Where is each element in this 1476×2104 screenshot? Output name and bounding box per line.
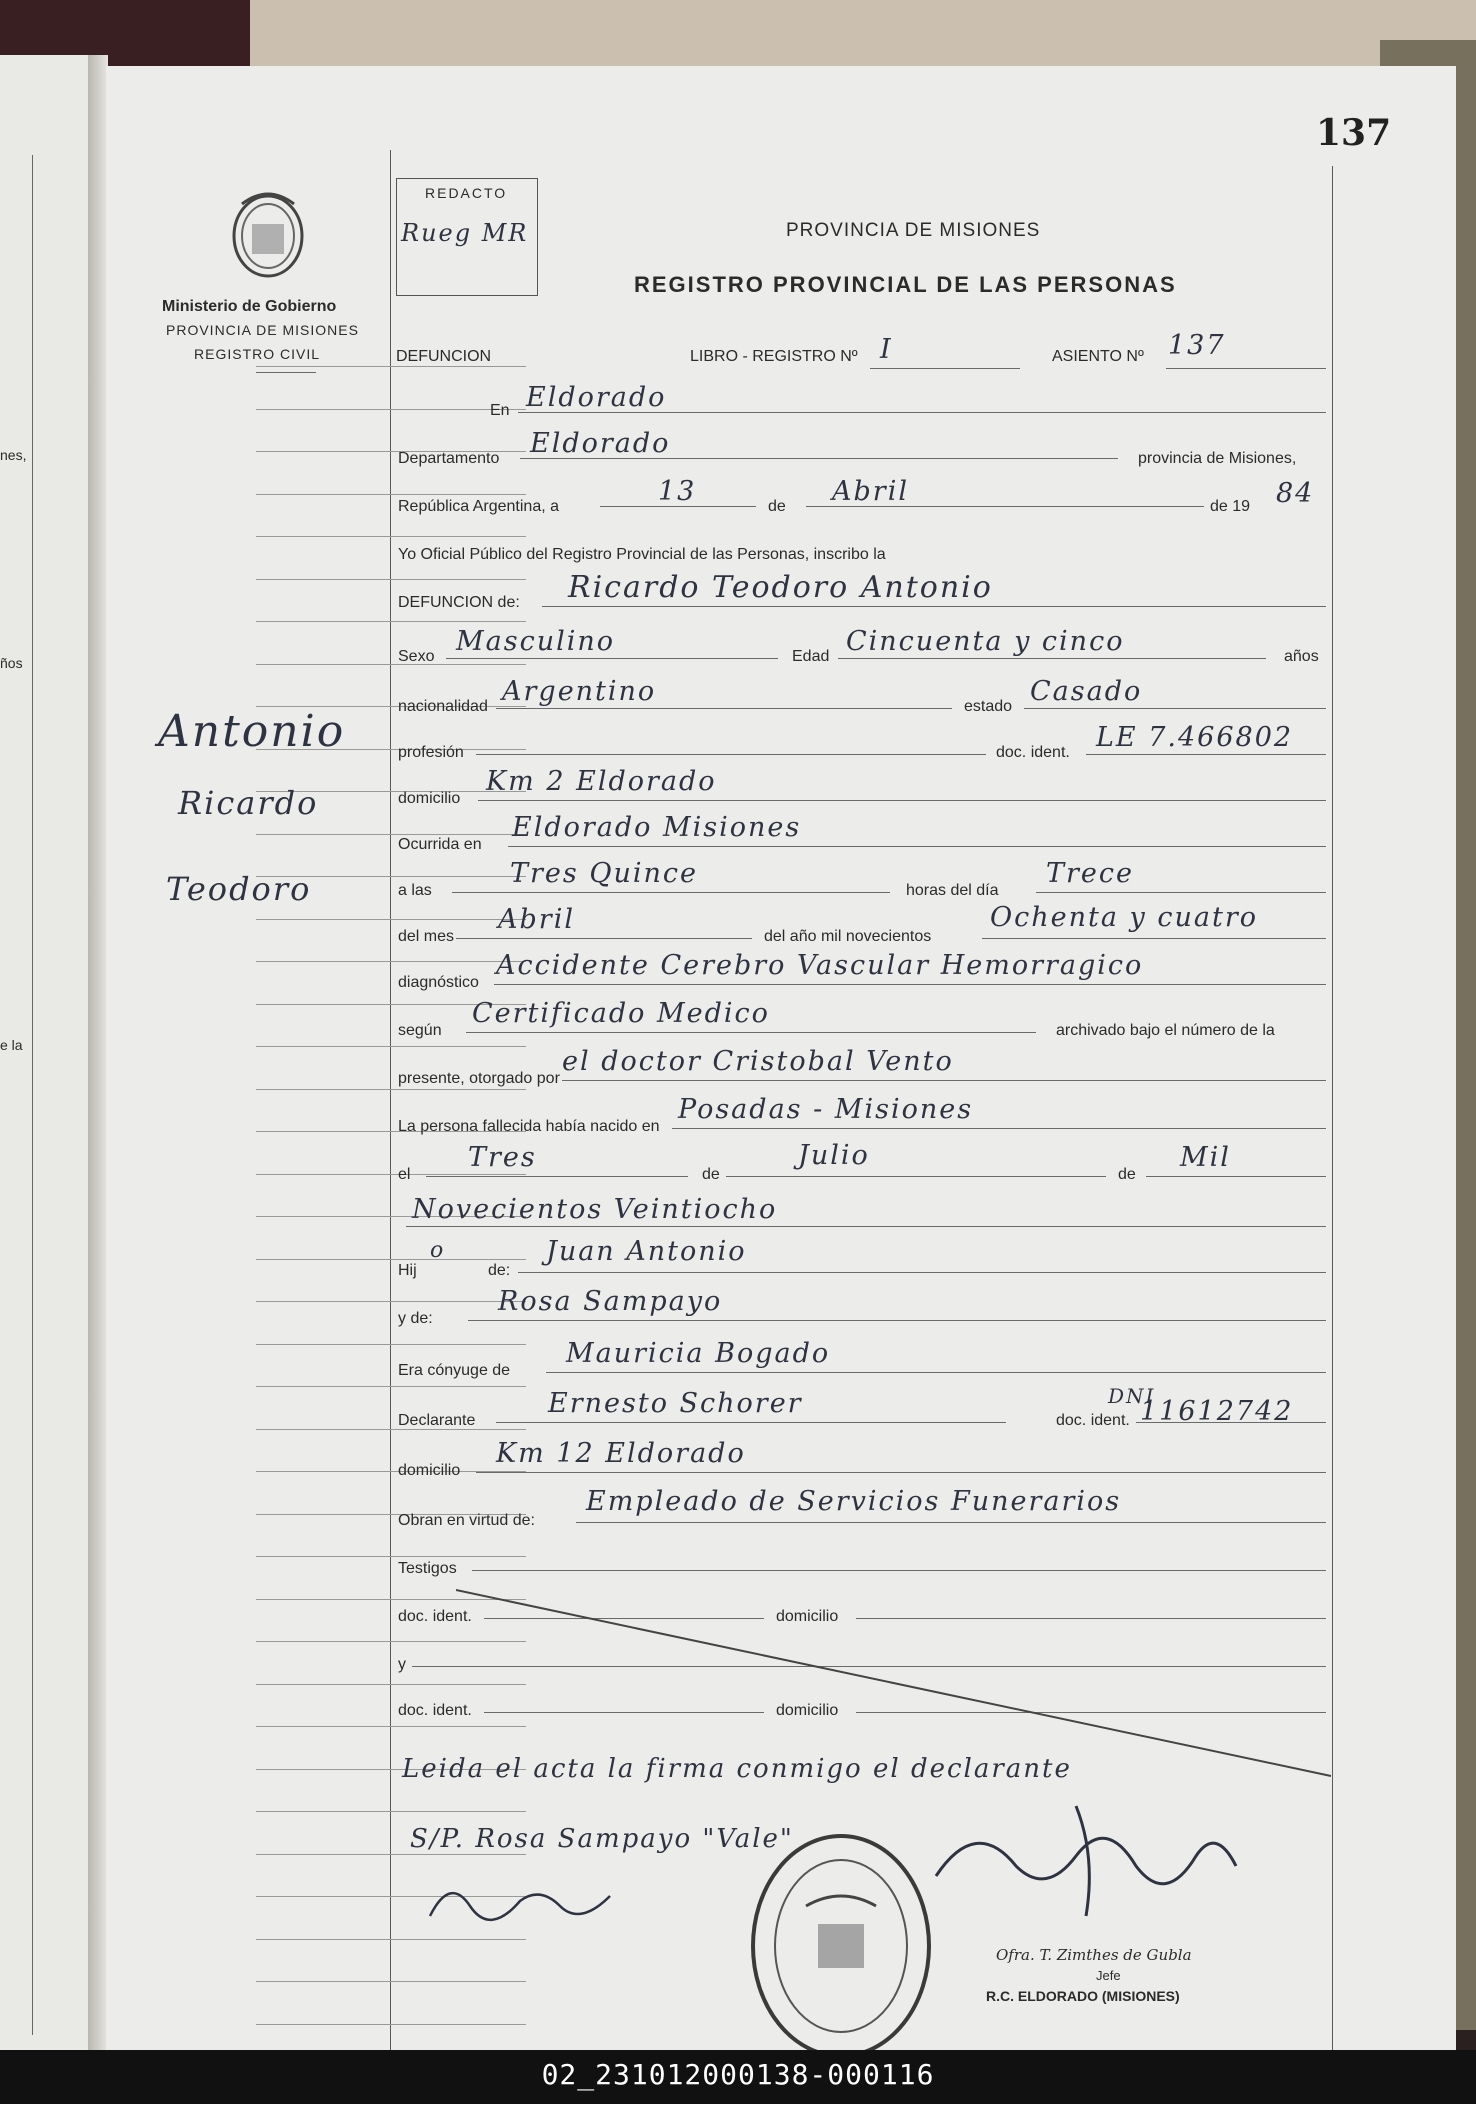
dia-letras-value: Trece	[1046, 858, 1134, 889]
field-label: de 19	[1210, 498, 1251, 515]
mes-nac-value: Julio	[798, 1140, 870, 1171]
dia-value: 13	[658, 476, 697, 507]
domicilio-label: domicilio	[776, 1702, 839, 1719]
conyuge-label: Era cónyuge de	[398, 1362, 511, 1379]
margin-rule	[256, 409, 526, 410]
declarante-value: Ernesto Schorer	[548, 1388, 803, 1419]
margin-rule	[256, 1301, 526, 1302]
nacido-label: La persona fallecida había nacido en	[398, 1118, 660, 1135]
obran-value: Empleado de Servicios Funerarios	[586, 1486, 1122, 1517]
margin-rule	[256, 919, 526, 920]
edad-value: Cincuenta y cinco	[846, 626, 1125, 657]
departamento-value: Eldorado	[530, 428, 671, 459]
province-header: PROVINCIA DE MISIONES	[786, 220, 1041, 241]
margin-rule	[256, 621, 526, 622]
margin-rule	[256, 1429, 526, 1430]
y-de-label: y de:	[398, 1310, 433, 1327]
profesion-label: profesión	[398, 744, 464, 761]
archivado-label: archivado bajo el número de la	[1056, 1022, 1275, 1039]
ministry-registry: REGISTRO CIVIL	[194, 346, 321, 362]
fill-line	[476, 754, 986, 755]
fill-line	[726, 1176, 1106, 1177]
margin-rule	[256, 1386, 526, 1387]
coat-of-arms-icon	[222, 184, 314, 284]
field-label: de	[1118, 1166, 1136, 1183]
fill-line	[478, 800, 1326, 801]
fill-line	[466, 1032, 1036, 1033]
declarant-signature	[410, 1866, 630, 1946]
segun-value: Certificado Medico	[472, 998, 770, 1029]
page-gutter	[88, 55, 108, 2050]
hij-label: Hij	[398, 1262, 417, 1279]
margin-rule	[256, 536, 526, 537]
ano-letras-value: Ochenta y cuatro	[990, 902, 1258, 933]
mes2-value: Abril	[498, 904, 575, 935]
ano-value: 84	[1276, 478, 1315, 509]
closing-note: Leida el acta la firma conmigo el declarante	[402, 1754, 1072, 1784]
ano-mil-label: del año mil novecientos	[764, 928, 932, 945]
redacto-box	[396, 178, 538, 296]
anos-label: años	[1284, 648, 1319, 665]
madre-value: Rosa Sampayo	[498, 1286, 723, 1317]
padre-value: Juan Antonio	[546, 1236, 747, 1267]
fill-line	[672, 1128, 1326, 1129]
ocurrida-value: Eldorado Misiones	[512, 812, 802, 843]
ministry-title: Ministerio de Gobierno	[162, 298, 337, 315]
libro-label: LIBRO - REGISTRO Nº	[690, 348, 858, 365]
ano-nac2-value: Novecientos Veintiocho	[412, 1194, 778, 1225]
presente-label: presente, otorgado por	[398, 1070, 560, 1087]
nacionalidad-value: Argentino	[502, 676, 657, 707]
y-label: y	[398, 1656, 406, 1673]
margin-rule	[256, 2024, 526, 2025]
margin-rule	[256, 961, 526, 962]
diagnostico-label: diagnóstico	[398, 974, 479, 991]
field-label: de	[702, 1166, 720, 1183]
page-number: 137	[1316, 112, 1392, 154]
hij-suffix-value: o	[430, 1238, 446, 1263]
fill-line	[806, 506, 1204, 507]
field-label: de	[768, 498, 786, 515]
fill-line	[456, 938, 752, 939]
redacto-signature: Rueg MR	[401, 219, 529, 247]
fill-line	[406, 1226, 1326, 1227]
conyuge-value: Mauricia Bogado	[566, 1338, 831, 1369]
dni-label-value: DNI	[1108, 1384, 1156, 1408]
form-left-border	[390, 150, 391, 2085]
margin-rule	[256, 1046, 526, 1047]
testigos-label: Testigos	[398, 1560, 457, 1577]
fill-line	[838, 658, 1266, 659]
mes-value: Abril	[832, 476, 909, 507]
register-page	[106, 66, 1456, 2056]
horas-label: horas del día	[906, 882, 999, 899]
official-title: Jefe	[1096, 1968, 1121, 1983]
fill-line	[446, 658, 778, 659]
fill-line	[476, 1472, 1326, 1473]
fill-line	[494, 984, 1326, 985]
fill-line	[1036, 892, 1326, 893]
del-mes-label: del mes	[398, 928, 455, 945]
official-signature	[926, 1796, 1246, 1936]
fill-line	[1024, 708, 1326, 709]
redacto-label: REDACTO	[425, 185, 508, 201]
official-name: Ofra. T. Zimthes de Gubla	[996, 1946, 1192, 1964]
nacido-value: Posadas - Misiones	[678, 1094, 974, 1125]
obran-label: Obran en virtud de:	[398, 1512, 535, 1529]
edad-label: Edad	[792, 648, 830, 665]
republica-label: República Argentina, a	[398, 498, 559, 515]
oficial-label: Yo Oficial Público del Registro Provincial de las Personas, inscribo la	[398, 546, 886, 563]
estado-label: estado	[964, 698, 1013, 715]
domicilio2-label: domicilio	[398, 1462, 461, 1479]
margin-rule	[256, 664, 526, 665]
fill-line	[468, 1320, 1326, 1321]
asiento-label: ASIENTO Nº	[1052, 348, 1144, 365]
fill-line	[1086, 754, 1326, 755]
libro-value: I	[880, 334, 893, 365]
left-page-fragment: e la	[0, 1037, 23, 1053]
doc-ident-label: doc. ident.	[398, 1702, 472, 1719]
fill-line	[426, 1176, 688, 1177]
margin-rule	[256, 366, 526, 367]
fill-line	[518, 1272, 1326, 1273]
doc-ident-label: doc. ident.	[398, 1608, 472, 1625]
fill-line	[472, 1570, 1326, 1571]
fill-line	[1136, 1422, 1326, 1423]
fill-line	[518, 412, 1326, 413]
declarante-label: Declarante	[398, 1412, 476, 1429]
act-type: DEFUNCION	[396, 348, 492, 365]
margin-name: Ricardo	[178, 784, 319, 822]
left-page-fragment: nes,	[0, 447, 27, 463]
segun-label: según	[398, 1022, 442, 1039]
diagnostico-value: Accidente Cerebro Vascular Hemorragico	[496, 950, 1144, 981]
fill-line	[1146, 1176, 1326, 1177]
fill-line	[496, 1422, 1006, 1423]
margin-rule	[256, 1174, 526, 1175]
a-las-label: a las	[398, 882, 432, 899]
margin-rule	[256, 494, 526, 495]
en-label: En	[490, 402, 510, 419]
field-label: de:	[488, 1262, 511, 1279]
left-page	[0, 55, 90, 2050]
domicilio-label: domicilio	[776, 1608, 839, 1625]
ocurrida-label: Ocurrida en	[398, 836, 482, 853]
ministry-province: PROVINCIA DE MISIONES	[166, 322, 359, 338]
official-seal-icon	[746, 1826, 936, 2066]
fill-line	[542, 606, 1326, 607]
margin-rule	[256, 1089, 526, 1090]
fill-line	[520, 458, 1118, 459]
left-page-fragment: ños	[0, 655, 23, 671]
fill-line	[452, 892, 890, 893]
margin-rule	[256, 1344, 526, 1345]
fill-line	[982, 938, 1326, 939]
margin-rule	[256, 1556, 526, 1557]
margin-rule	[256, 834, 526, 835]
estado-value: Casado	[1030, 676, 1143, 707]
doc-value: LE 7.466802	[1096, 722, 1294, 753]
provincia-label: provincia de Misiones,	[1138, 450, 1297, 467]
departamento-label: Departamento	[398, 450, 500, 467]
domicilio-value: Km 2 Eldorado	[486, 766, 717, 797]
el-label: el	[398, 1166, 411, 1183]
doc-ident-label: doc. ident.	[996, 744, 1070, 761]
fill-line	[546, 1372, 1326, 1373]
fill-line	[508, 846, 1326, 847]
form-right-border	[1332, 166, 1333, 2086]
official-office: R.C. ELDORADO (MISIONES)	[986, 1988, 1180, 2004]
nombre-value: Ricardo Teodoro Antonio	[568, 570, 993, 605]
otorgado-value: el doctor Cristobal Vento	[562, 1046, 954, 1077]
en-value: Eldorado	[526, 382, 667, 413]
margin-rule	[256, 1259, 526, 1260]
margin-rule	[256, 1811, 526, 1812]
ano-nac1-value: Mil	[1180, 1142, 1231, 1173]
image-caption: 02_231012000138-000116	[0, 2050, 1476, 2104]
domicilio2-value: Km 12 Eldorado	[496, 1438, 746, 1469]
nacionalidad-label: nacionalidad	[398, 698, 488, 715]
fill-line	[496, 708, 952, 709]
margin-rule	[256, 1981, 526, 1982]
domicilio-label: domicilio	[398, 790, 461, 807]
a-las-value: Tres Quince	[510, 858, 698, 889]
sexo-value: Masculino	[456, 626, 616, 657]
dni-value: 11612742	[1140, 1396, 1294, 1427]
asiento-value: 137	[1168, 330, 1226, 361]
sexo-label: Sexo	[398, 648, 435, 665]
doc-ident-label: doc. ident.	[1056, 1412, 1130, 1429]
margin-name: Antonio	[158, 706, 346, 757]
fill-line	[562, 1080, 1326, 1081]
defuncion-de-label: DEFUNCION de:	[398, 594, 520, 611]
fill-line	[600, 506, 756, 507]
margin-name: Teodoro	[166, 870, 312, 908]
closing-note: S/P. Rosa Sampayo "Vale"	[410, 1824, 794, 1854]
registry-header: REGISTRO PROVINCIAL DE LAS PERSONAS	[634, 272, 1177, 297]
margin-rule	[256, 579, 526, 580]
fill-line	[576, 1522, 1326, 1523]
dia-nac-value: Tres	[468, 1142, 537, 1173]
